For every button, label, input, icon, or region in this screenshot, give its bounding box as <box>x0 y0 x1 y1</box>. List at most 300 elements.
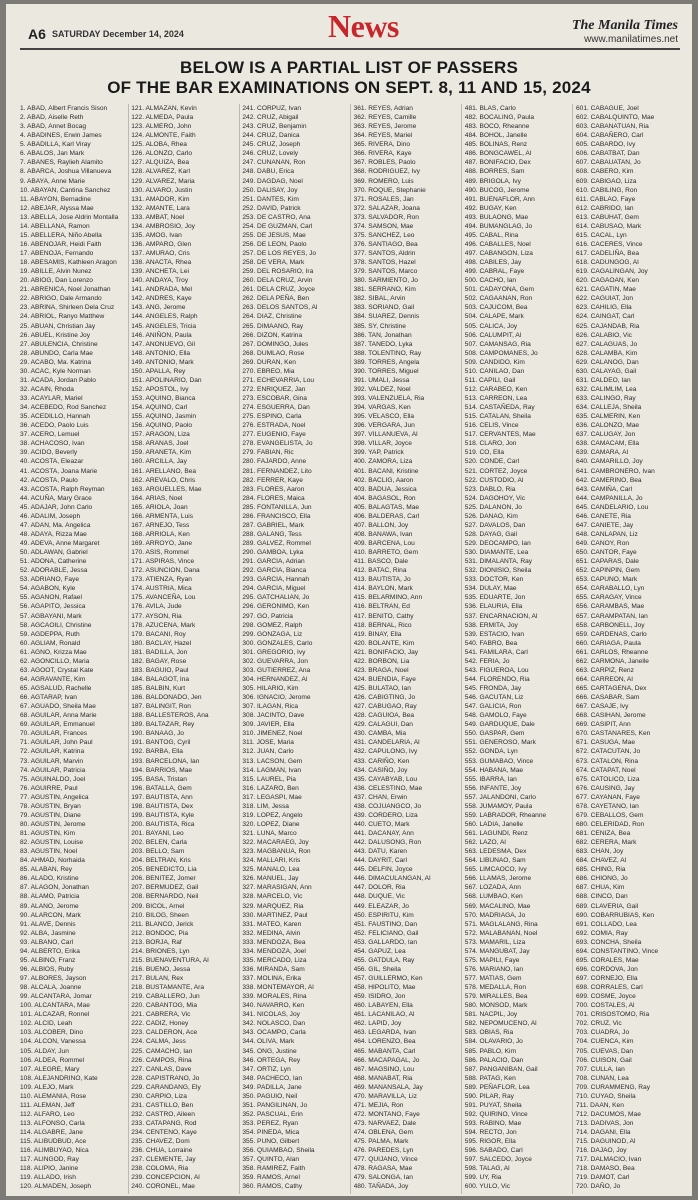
passer-entry: 301. GREGORIO, Ivy <box>242 648 306 656</box>
passer-entry: 507. CAMANSAG, Ria <box>464 340 531 348</box>
passer-entry: 406. BALDERAS, Carl <box>353 512 420 520</box>
passer-entry: 610. CABILING, Ron <box>576 186 638 194</box>
passer-entry: 366. RIVERA, Kaye <box>353 150 412 158</box>
passer-entry: 277. EUGENIO, Faye <box>242 431 306 439</box>
passer-entry: 184. BALAGOT, Ina <box>131 675 190 683</box>
passer-entry: 655. CARAGAY, Vince <box>576 594 642 602</box>
passer-entry: 71. AGUILAR, John Paul <box>20 739 93 747</box>
passer-entry: 306. IGNACIO, Jerome <box>242 694 311 702</box>
passer-entry: 357. QUINTO, Alan <box>242 1156 300 1164</box>
passer-entry: 567. LOZADA, Ann <box>464 884 521 892</box>
passer-entry: 694. CONSTANTINO, Vince <box>576 947 659 955</box>
passer-entry: 359. RAMOS, Arnel <box>242 1174 300 1182</box>
passer-entry: 708. CUNAN, Lea <box>576 1074 629 1082</box>
passer-entry: 265. DIMAANO, Ray <box>242 322 304 330</box>
passer-entry: 119. ALLADO, Irish <box>20 1174 76 1182</box>
passer-entry: 181. BADILLA, Jon <box>131 648 188 656</box>
passer-entry: 81. AGUSTIN, Kim <box>20 830 75 837</box>
passer-entry: 388. TOLENTINO, Ray <box>353 349 422 357</box>
passer-entry: 64. AGRAVANTE, Kim <box>20 675 86 683</box>
passer-entry: 49. ADEVA, Anne Margaret <box>20 540 100 547</box>
name-column <box>20 104 124 1194</box>
passer-entry: 240. CORONEL, Mae <box>131 1183 195 1191</box>
passer-entry: 330. MARTINEZ, Paul <box>242 911 308 919</box>
passer-entry: 12. ABEJAR, Alyssa Mae <box>20 204 94 212</box>
passer-entry: 429. CALAGUI, Dan <box>353 721 413 729</box>
passer-entry: 198. BAUTISTA, Dex <box>131 802 193 810</box>
passer-entry: 520. CONDE, Carl <box>464 458 520 466</box>
passer-entry: 642. CAMERINO, Bea <box>576 476 642 484</box>
passer-entry: 383. SORIANO, Gail <box>353 304 415 312</box>
passer-entry: 154. AQUINO, Carl <box>131 404 188 412</box>
passer-entry: 139. ANCHETA, Lei <box>131 268 189 276</box>
passer-entry: 335. MERCADO, Liza <box>242 956 307 964</box>
passer-entry: 547. GALICIA, Ron <box>464 703 522 711</box>
passer-entry: 682. CERERA, Mark <box>576 839 637 847</box>
passer-entry: 124. ALMONTE, Faith <box>131 132 196 140</box>
passer-entry: 416. BELTRAN, Ed <box>353 603 410 611</box>
passer-entry: 10. ABAYAN, Cantina Sanchez <box>20 186 111 194</box>
passer-entry: 593. RABINO, Mae <box>464 1120 522 1127</box>
passer-entry: 525. DALANON, Jo <box>464 503 522 511</box>
passer-entry: 104. ALCON, Vanessa <box>20 1038 86 1046</box>
passer-entry: 309. JAVIER, Ella <box>242 721 295 729</box>
passer-entry: 251. DANTES, Kim <box>242 195 299 203</box>
passer-entry: 23. ABRINA, Shirleen Dela Cruz <box>20 304 115 312</box>
passer-entry: 364. REYES, Mariel <box>353 132 413 140</box>
passer-entry: 401. BACANI, Kristine <box>353 467 419 475</box>
passer-entry: 141. ANDRADA, Mel <box>131 286 193 294</box>
passer-entry: 673. CATALON, Rina <box>576 757 639 765</box>
passer-entry: 273. ESCOBAR, Gina <box>242 395 307 402</box>
passer-entry: 264. DIAZ, Christine <box>242 313 302 321</box>
passer-entry: 113. ALFONSO, Carla <box>20 1120 85 1127</box>
passer-entry: 484. BOHOL, Janelle <box>464 132 528 140</box>
passer-entry: 641. CAMBRONERO, Ivan <box>576 467 655 475</box>
passer-entry: 65. AGSALUD, Rachelle <box>20 685 92 692</box>
passer-entry: 145. ANGELES, Tricia <box>131 322 197 330</box>
passer-entry: 441. DACANAY, Ann <box>353 830 414 837</box>
passer-entry: 116. ALIMBUYAO, Nica <box>20 1147 89 1155</box>
column-divider <box>239 104 240 1194</box>
passer-entry: 88. ALAMO, Patricia <box>20 893 80 901</box>
passer-entry: 464. LORENZO, Bea <box>353 1038 416 1046</box>
passer-entry: 160. ARCILLA, Jay <box>131 458 187 466</box>
passer-entry: 342. NOLASCO, Dan <box>242 1020 306 1028</box>
passer-entry: 686. CHIONG, Jo <box>576 875 628 883</box>
passer-entry: 399. YAP, Patrick <box>353 449 404 457</box>
passer-entry: 14. ABELLANA, Ramon <box>20 222 90 230</box>
passer-entry: 219. CABALLERO, Jun <box>131 993 200 1001</box>
passer-entry: 354. PINEDA, Mica <box>242 1129 300 1137</box>
passer-entry: 467. MAGSINO, Lou <box>353 1065 415 1073</box>
passer-entry: 552. GONDA, Lyn <box>464 748 518 756</box>
passer-entry: 706. CUISON, Gail <box>576 1056 632 1064</box>
passer-entry: 653. CAPUNO, Mark <box>576 576 638 584</box>
passer-entry: 435. CAYABYAB, Lou <box>353 775 418 783</box>
passer-entry: 80. AGUSTIN, Jerome <box>20 820 86 828</box>
passer-entry: 350. PAGUIO, Neil <box>242 1092 298 1100</box>
passer-entry: 315. LAUREL, Pia <box>242 775 296 783</box>
passer-entry: 134. AMBROSIO, Joy <box>131 222 195 230</box>
passer-entry: 144. ANGELES, Ralph <box>131 313 198 321</box>
passer-entry: 314. LAGMAN, Ivan <box>242 766 302 774</box>
passer-entry: 562. LAZO, Al <box>464 839 506 847</box>
passer-entry: 427. CABUGAO, Ray <box>353 703 417 711</box>
headline-line-1: BELOW IS A PARTIAL LIST OF PASSERS <box>179 58 518 77</box>
passer-entry: 212. BONDOC, Pia <box>131 929 188 937</box>
passer-entry: 452. FELICIANO, Gail <box>353 929 419 937</box>
passer-entry: 4. ABADINES, Erwin James <box>20 132 102 140</box>
passer-entry: 394. VARGAS, Ken <box>353 404 411 412</box>
passer-entry: 33. ACAYLAR, Mariel <box>20 395 83 402</box>
passer-entry: 666. CASABAR, Sam <box>576 694 640 702</box>
passer-entry: 110. ALEMANIA, Rose <box>20 1092 87 1100</box>
passer-entry: 434. CASIÑO, Joy <box>353 766 408 774</box>
passer-entry: 318. LIM, Jessa <box>242 802 289 810</box>
passer-entry: 628. CALAMBA, Kim <box>576 349 638 357</box>
passer-entry: 263. DELOS SANTOS, Al <box>242 304 318 312</box>
passer-entry: 94. ALBERTO, Erika <box>20 947 80 955</box>
passer-entry: 679. CEBALLOS, Gem <box>576 811 644 819</box>
passer-entry: 262. DELA PEÑA, Ben <box>242 295 310 303</box>
passer-entry: 1. ABAD, Albert Francis Sison <box>20 105 108 112</box>
passer-entry: 651. CAPARAS, Dale <box>576 558 639 566</box>
passer-entry: 668. CASIHAN, Jerome <box>576 712 646 720</box>
passer-entry: 497. CABANGON, Liza <box>464 250 533 257</box>
passer-entry: 450. ESPIRITU, Kim <box>353 911 414 919</box>
passer-entry: 189. BALTAZAR, Rey <box>131 721 195 729</box>
passer-entry: 555. IBARRA, Ian <box>464 775 517 783</box>
passer-entry: 247. CUNANAN, Ron <box>242 159 306 167</box>
passer-entry: 313. LACSON, Gem <box>242 757 303 765</box>
passer-entry: 487. BONIFACIO, Dex <box>464 159 531 167</box>
passer-entry: 205. BENEDICTO, Lia <box>131 866 197 874</box>
passer-entry: 284. FLORES, Maica <box>242 494 305 502</box>
passer-entry: 288. GALANG, Tess <box>242 530 302 538</box>
passer-entry: 316. LAZARO, Ben <box>242 784 299 792</box>
passer-entry: 486. BONGCAWEL, Al <box>464 150 532 158</box>
passer-entry: 367. ROBLES, Paolo <box>353 159 416 167</box>
passer-entry: 43. ACOSTA, Ralph Reyman <box>20 485 105 493</box>
passer-entry: 382. SIBAL, Arvin <box>353 295 406 303</box>
passer-entry: 389. TORRES, Angela <box>353 358 420 366</box>
passer-entry: 137. AMURAO, Cris <box>131 250 190 257</box>
name-column <box>576 104 680 1194</box>
passer-entry: 543. FIGUEROA, Lou <box>464 666 529 674</box>
passer-entry: 162. AREVALO, Chris <box>131 476 196 484</box>
passer-entry: 173. ATIENZA, Ryan <box>131 576 192 584</box>
passer-entry: 170. ASIS, Rommel <box>131 549 189 557</box>
passer-entry: 508. CAMPOMANES, Jo <box>464 349 538 357</box>
passer-entry: 669. CASIPIT, Ann <box>576 721 631 729</box>
passer-entry: 619. CAGALINGAN, Joy <box>576 268 648 276</box>
passer-entry: 220. CABANTOG, Mia <box>131 1002 198 1010</box>
passer-entry: 200. BAUTISTA, Rica <box>131 820 195 828</box>
passer-entry: 643. CAMIÑA, Carl <box>576 485 633 493</box>
passer-entry: 224. CALMA, Jess <box>131 1038 186 1046</box>
passer-entry: 572. MALABANAN, Noel <box>464 929 538 937</box>
passer-entry: 121. ALMAZAN, Kevin <box>131 105 197 112</box>
passer-entry: 319. LOPEZ, Angelo <box>242 811 303 819</box>
passer-entry: 159. ARANETA, Kim <box>131 449 192 457</box>
passer-entry: 456. GIL, Sheila <box>353 965 401 973</box>
passer-entry: 396. VERGARA, Jun <box>353 422 415 430</box>
passer-entry: 85. ALABAN, Rey <box>20 866 73 874</box>
passer-entry: 271. ECHEVARRIA, Lou <box>242 376 315 384</box>
passer-entry: 143. ANG, Jerome <box>131 304 186 312</box>
passer-entry: 590. PILAR, Ray <box>464 1092 514 1100</box>
passer-entry: 294. GARCIA, Miguel <box>242 585 306 593</box>
passer-entry: 122. ALMEDA, Paula <box>131 114 194 122</box>
passer-entry: 551. GENEROSO, Mark <box>464 739 536 747</box>
passer-entry: 235. CHAVEZ, Dom <box>131 1138 190 1146</box>
passer-entry: 503. CAJUCOM, Bea <box>464 304 528 312</box>
passer-entry: 337. MOLINA, Erika <box>242 975 302 982</box>
passer-entry: 596. SABADO, Carl <box>464 1147 523 1155</box>
passer-entry: 609. CABIGAO, Liza <box>576 177 637 185</box>
passer-entry: 437. CHAN, Erwin <box>353 793 408 801</box>
passer-entry: 678. CAYETANO, Ian <box>576 802 639 810</box>
passer-entry: 336. MIRANDA, Sam <box>242 965 305 973</box>
passer-entry: 295. GATCHALIAN, Jo <box>242 594 310 602</box>
passer-entry: 280. FAJARDO, Anne <box>242 458 307 466</box>
passer-entry: 627. CALAGUAS, Jo <box>576 340 638 348</box>
passer-entry: 274. ESGUERRA, Dan <box>242 404 310 412</box>
passer-entry: 358. RAMIREZ, Faith <box>242 1165 306 1173</box>
passer-entry: 232. CASTRO, Aileen <box>131 1110 195 1118</box>
passer-entry: 278. EVANGELISTA, Jo <box>242 440 313 448</box>
passer-entry: 599. UY, Ria <box>464 1174 502 1182</box>
passer-entry: 211. BLANCO, Jerick <box>131 920 194 928</box>
passer-entry: 128. ALVAREZ, Karl <box>131 168 190 176</box>
passer-entry: 352. PASCUAL, Erin <box>242 1110 303 1118</box>
passer-entry: 581. NACPIL, Joy <box>464 1011 518 1019</box>
passer-entry: 150. APALLA, Rey <box>131 367 186 375</box>
passer-entry: 528. DAYAG, Gail <box>464 530 517 538</box>
passer-entry: 689. CLAVERIA, Gail <box>576 902 639 910</box>
passer-entry: 602. CABALQUINTO, Mae <box>576 114 655 122</box>
passer-entry: 193. BARCELONA, Ian <box>131 757 200 765</box>
passer-entry: 475. PALMA, Mark <box>353 1138 409 1146</box>
passer-entry: 513. CARREON, Lea <box>464 395 528 402</box>
passer-entry: 213. BORJA, Raf <box>131 938 182 946</box>
passer-entry: 152. APOSTOL, Ivy <box>131 385 189 393</box>
passer-entry: 236. CHUA, Lorraine <box>131 1147 193 1155</box>
passer-entry: 459. ISIDRO, Jon <box>353 993 406 1001</box>
passer-entry: 207. BERMUDEZ, Gail <box>131 884 199 892</box>
passer-entry: 485. BOLINAS, Renz <box>464 141 528 149</box>
passer-entry: 361. REYES, Adrian <box>353 105 413 112</box>
passer-entry: 106. ALDEA, Rommel <box>20 1056 85 1064</box>
passer-entry: 443. DATU, Karen <box>353 848 407 856</box>
passer-entry: 625. CAJANDAB, Ria <box>576 322 640 330</box>
passer-entry: 451. FAUSTINO, Dan <box>353 920 417 928</box>
passer-entry: 180. BACLAY, Hazel <box>131 639 192 647</box>
passer-entry: 432. CAPULONG, Ivy <box>353 748 418 756</box>
passer-entry: 46. ADALIM, Joseph <box>20 512 81 520</box>
passer-entry: 234. CENTENO, Kaye <box>131 1129 197 1137</box>
passer-entry: 542. FERIA, Jo <box>464 657 510 665</box>
passer-entry: 623. CAHILIG, Ella <box>576 304 632 312</box>
passer-entry: 83. AGUSTIN, Noel <box>20 848 78 856</box>
passer-entry: 187. BALINGIT, Ron <box>131 703 191 711</box>
passer-entry: 164. ARIAS, Noel <box>131 494 183 502</box>
name-column <box>465 104 569 1194</box>
passer-entry: 514. CASTAÑEDA, Ray <box>464 404 535 412</box>
name-column <box>131 104 235 1194</box>
passer-entry: 303. GUTIERREZ, Ana <box>242 666 311 674</box>
passer-entry: 659. CARDENAS, Carlo <box>576 630 647 638</box>
passer-entry: 540. FABRO, Bea <box>464 639 518 647</box>
passer-entry: 535. EDUARTE, Jon <box>464 594 526 602</box>
passer-entry: 419. BINAY, Ella <box>353 630 402 638</box>
passer-entry: 532. DIONISIO, Sheila <box>464 567 532 575</box>
passer-entry: 283. FLORES, Aaron <box>242 485 305 493</box>
passer-entry: 493. BULAONG, Mae <box>464 213 529 221</box>
passer-entry: 594. RECTO, Jon <box>464 1129 517 1137</box>
passer-entry: 328. MARCELO, Vic <box>242 893 303 901</box>
passer-entry: 635. CALMERIN, Ken <box>576 413 641 421</box>
passer-entry: 206. BENITEZ, Jomer <box>131 875 196 883</box>
passer-entry: 276. ESTRADA, Noel <box>242 422 306 430</box>
passer-entry: 259. DEL ROSARIO, Ira <box>242 268 314 276</box>
passer-entry: 683. CHAN, Joy <box>576 848 624 856</box>
passer-entry: 238. COLOMA, Ria <box>131 1165 188 1173</box>
passer-entry: 203. BELLO, Sam <box>131 848 185 856</box>
passer-entry: 523. DABLO, Ria <box>464 485 516 493</box>
passer-entry: 372. SALAZAR, Joana <box>353 204 420 212</box>
passer-entry: 156. AQUINO, Paolo <box>131 422 193 430</box>
passer-entry: 616. CACERES, Vince <box>576 240 643 248</box>
passer-entry: 215. BUENAVENTURA, Al <box>131 956 209 964</box>
passer-entry: 390. TORRES, Miguel <box>353 367 419 375</box>
passer-entry: 462. LAPID, Joy <box>353 1020 402 1028</box>
passer-entry: 586. PALACIO, Dan <box>464 1056 524 1064</box>
passer-entry: 322. MACARAEG, Joy <box>242 839 309 847</box>
passer-entry: 56. AGAPITO, Jessica <box>20 603 86 611</box>
passer-entry: 615. CACAL, Lyn <box>576 231 627 239</box>
passer-entry: 214. BRIONES, Lyn <box>131 947 190 955</box>
passer-entry: 202. BELEN, Carla <box>131 839 187 847</box>
passer-entry: 204. BELTRAN, Kris <box>131 857 191 865</box>
passer-entry: 183. BAGUIO, Paul <box>131 666 189 674</box>
passer-entry: 531. DIMALANTA, Ray <box>464 558 533 566</box>
passer-entry: 650. CANTOR, Faye <box>576 549 637 557</box>
passer-entry: 230. CARPIO, Liza <box>131 1092 187 1100</box>
passer-entry: 249. DAGDAG, Noel <box>242 177 303 185</box>
passer-entry: 392. VALDEZ, Noel <box>353 385 411 393</box>
passer-entry: 52. ADORABLE, Jessa <box>20 567 88 575</box>
passer-entry: 710. CUYAO, Sheila <box>576 1092 636 1100</box>
passer-entry: 54. AGABON, Kyle <box>20 585 76 593</box>
passer-entry: 541. FAMILARA, Carl <box>464 648 528 656</box>
passer-entry: 695. CORALES, Mae <box>576 956 639 964</box>
passer-entry: 614. CABUSAO, Mark <box>576 222 642 230</box>
passer-entry: 646. CANETE, Ria <box>576 512 631 520</box>
passer-entry: 333. MENDOZA, Bea <box>242 938 306 946</box>
passer-entry: 208. BERNARDO, Neil <box>131 893 199 901</box>
passer-entry: 663. CARPIZ, Renz <box>576 666 634 674</box>
passer-entry: 524. DAGOHOY, Vic <box>464 494 526 502</box>
passer-entry: 634. CALLEJA, Sheila <box>576 404 642 412</box>
passer-entry: 304. HERNANDEZ, Al <box>242 675 308 683</box>
passer-entry: 574. MANGUBAT, Jay <box>464 947 530 955</box>
passer-entry: 266. DIZON, Katrina <box>242 331 303 339</box>
passer-entry: 69. AGUILAR, Emmanuel <box>20 721 95 729</box>
passer-entry: 89. ALANO, Jerome <box>20 902 79 910</box>
passer-entry: 75. AGUINALDO, Joel <box>20 775 86 783</box>
passer-entry: 398. VILLAR, Joyce <box>353 440 412 448</box>
passer-entry: 445. DELFIN, Joyce <box>353 866 413 874</box>
passer-entry: 97. ALBORES, Jayson <box>20 975 87 982</box>
passer-entry: 412. BATAC, Rina <box>353 567 407 575</box>
passer-entry: 42. ACOSTA, Paulo <box>20 476 78 484</box>
passer-entry: 584. OLAVARIO, Jo <box>464 1038 523 1046</box>
passer-entry: 685. CHING, Ria <box>576 866 626 874</box>
passer-entry: 132. AMANTE, Lara <box>131 204 190 212</box>
passer-entry: 138. ANACTA, Rhea <box>131 259 192 267</box>
passer-entry: 430. CAMBA, Mia <box>353 730 406 738</box>
passer-entry: 439. CORDERO, Liza <box>353 811 418 819</box>
passer-entry: 53. ADRIANO, Faye <box>20 576 79 584</box>
passer-entry: 2. ABAD, Aiselle Reth <box>20 114 84 122</box>
passer-entry: 17. ABENOJA, Fernando <box>20 250 94 257</box>
column-divider <box>461 104 462 1194</box>
passer-entry: 98. ALCALA, Joanne <box>20 984 82 992</box>
passer-entry: 30. ACAC, Kyle Norman <box>20 367 91 375</box>
passer-entry: 617. CADELIÑA, Bea <box>576 250 640 257</box>
passer-entry: 360. RAMOS, Cathy <box>242 1183 303 1191</box>
passer-entry: 117. ALINGOD, Ray <box>20 1156 79 1164</box>
passer-entry: 270. EBREO, Mia <box>242 367 295 375</box>
passer-entry: 431. CANDELARIA, Al <box>353 739 420 747</box>
passer-entry: 308. JACINTO, Dave <box>242 712 305 720</box>
passer-entry: 494. BUMANGLAG, Jo <box>464 222 533 230</box>
masthead <box>6 4 692 48</box>
passer-entry: 115. ALIBUDBUD, Ace <box>20 1138 87 1146</box>
passer-entry: 568. LUMBAO, Ken <box>464 893 523 901</box>
passer-entry: 242. CRUZ, Abigail <box>242 114 299 122</box>
passer-entry: 228. CAPISTRANO, Jo <box>131 1074 200 1082</box>
passer-entry: 380. SARMIENTO, Jo <box>353 277 418 285</box>
passer-entry: 11. ABAYON, Bernadine <box>20 195 91 203</box>
passer-entry: 580. MONSOD, Mark <box>464 1002 528 1010</box>
passer-entry: 607. CABAUATAN, Jo <box>576 159 641 167</box>
passer-entry: 146. ANIÑON, Paula <box>131 331 192 339</box>
passer-entry: 340. NAVARRO, Ken <box>242 1002 305 1010</box>
passer-entry: 424. BUENDIA, Faye <box>353 675 416 683</box>
passer-entry: 157. ARAGON, Liza <box>131 431 190 439</box>
passer-entry: 78. AGUSTIN, Bryan <box>20 802 81 810</box>
passer-entry: 378. SANTOS, Hazel <box>353 259 416 267</box>
passer-entry: 545. FRONDA, Jay <box>464 685 522 692</box>
passer-entry: 502. CAGAANAN, Ron <box>464 295 533 303</box>
passer-entry: 536. ELAURIA, Ella <box>464 603 523 611</box>
passer-entry: 216. BUENO, Jessa <box>131 965 191 973</box>
passer-entry: 348. PACHECO, Ian <box>242 1074 303 1082</box>
passer-entry: 112. ALFARO, Leo <box>20 1110 75 1118</box>
passer-entry: 140. ANDAYA, Troy <box>131 277 189 285</box>
passer-entry: 637. CALUGAY, Jon <box>576 431 636 439</box>
passer-entry: 624. CAINGAT, Carl <box>576 313 635 321</box>
passer-entry: 667. CASAJE, Ivy <box>576 703 629 711</box>
passer-entry: 575. MAPILI, Faye <box>464 956 520 964</box>
passer-entry: 223. CALDERON, Ace <box>131 1029 198 1037</box>
passer-entry: 331. MATEO, Karen <box>242 920 302 928</box>
passer-entry: 148. ANTONIO, Ella <box>131 349 191 357</box>
passer-entry: 233. CATAPANG, Rod <box>131 1120 197 1127</box>
